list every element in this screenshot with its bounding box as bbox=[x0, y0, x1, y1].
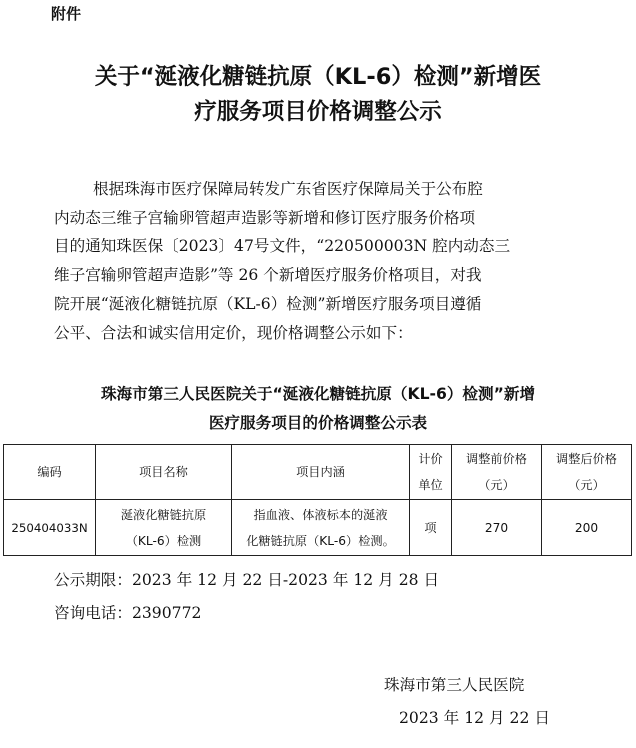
header-unit-line-2: 单位 bbox=[418, 478, 443, 492]
header-price-before-line-2: （元） bbox=[478, 478, 515, 492]
header-price-after-line-2: （元） bbox=[568, 478, 605, 492]
body-line-6: 公平、合法和诚实信用定价，现价格调整公示如下： bbox=[54, 323, 413, 342]
cell-code: 250404033N bbox=[4, 500, 96, 556]
body-line-4: 维子宫输卵管超声造影”等 26 个新增医疗服务价格项目，对我 bbox=[54, 266, 482, 285]
cell-name-line-2: （KL-6）检测 bbox=[125, 533, 202, 548]
cell-name-line-1: 涎液化糖链抗原 bbox=[120, 507, 207, 522]
header-code: 编码 bbox=[4, 445, 96, 500]
header-price-after bbox=[542, 445, 632, 500]
document-title bbox=[30, 60, 606, 130]
notice-period: 公示期限：2023 年 12 月 22 日-2023 年 12 月 28 日 bbox=[54, 571, 440, 589]
cell-price-after: 200 bbox=[542, 500, 632, 556]
cell-content-line-2: 化糖链抗原（KL-6）检测。 bbox=[246, 533, 395, 548]
body-line-1: 根据珠海市医疗保障局转发广东省医疗保障局关于公布腔 bbox=[93, 180, 483, 198]
table-header-row bbox=[4, 445, 632, 500]
inquiry-phone: 咨询电话：2390772 bbox=[54, 604, 202, 622]
header-unit-line-1: 计价 bbox=[418, 452, 443, 466]
price-adjustment-table bbox=[3, 444, 632, 556]
body-line-5: 院开展“涎液化糖链抗原（KL-6）检测”新增医疗服务项目遵循 bbox=[54, 294, 482, 313]
header-unit bbox=[410, 445, 452, 500]
cell-content bbox=[232, 500, 410, 556]
header-price-before bbox=[452, 445, 542, 500]
cell-price-before: 270 bbox=[452, 500, 542, 556]
header-content: 项目内涵 bbox=[232, 445, 410, 500]
table-title-line-1: 珠海市第三人民医院关于“涎液化糖链抗原（KL-6）检测”新增 bbox=[100, 385, 536, 403]
cell-name bbox=[96, 500, 232, 556]
body-line-2: 内动态三维子宫输卵管超声造影等新增和修订医疗服务价格项 bbox=[54, 208, 476, 227]
title-line-2: 疗服务项目价格调整公示 bbox=[194, 99, 442, 125]
title-line-1: 关于“涎液化糖链抗原（KL-6）检测”新增医 bbox=[94, 64, 542, 90]
signature-date: 2023 年 12 月 22 日 bbox=[399, 709, 550, 727]
body-line-3: 目的通知珠医保〔2023〕47号文件，“220500003N 腔内动态三 bbox=[54, 237, 511, 256]
body-paragraph bbox=[54, 175, 585, 347]
table-row bbox=[4, 500, 632, 556]
table-title-line-2: 医疗服务项目的价格调整公示表 bbox=[208, 414, 428, 432]
header-name: 项目名称 bbox=[96, 445, 232, 500]
cell-content-line-1: 指血液、体液标本的涎液 bbox=[253, 507, 388, 522]
header-price-after-line-1: 调整后价格 bbox=[556, 452, 617, 466]
table-title bbox=[30, 380, 606, 438]
header-price-before-line-1: 调整前价格 bbox=[466, 452, 527, 466]
signature-org: 珠海市第三人民医院 bbox=[384, 676, 525, 694]
cell-unit: 项 bbox=[410, 500, 452, 556]
attachment-label: 附件 bbox=[51, 5, 82, 23]
